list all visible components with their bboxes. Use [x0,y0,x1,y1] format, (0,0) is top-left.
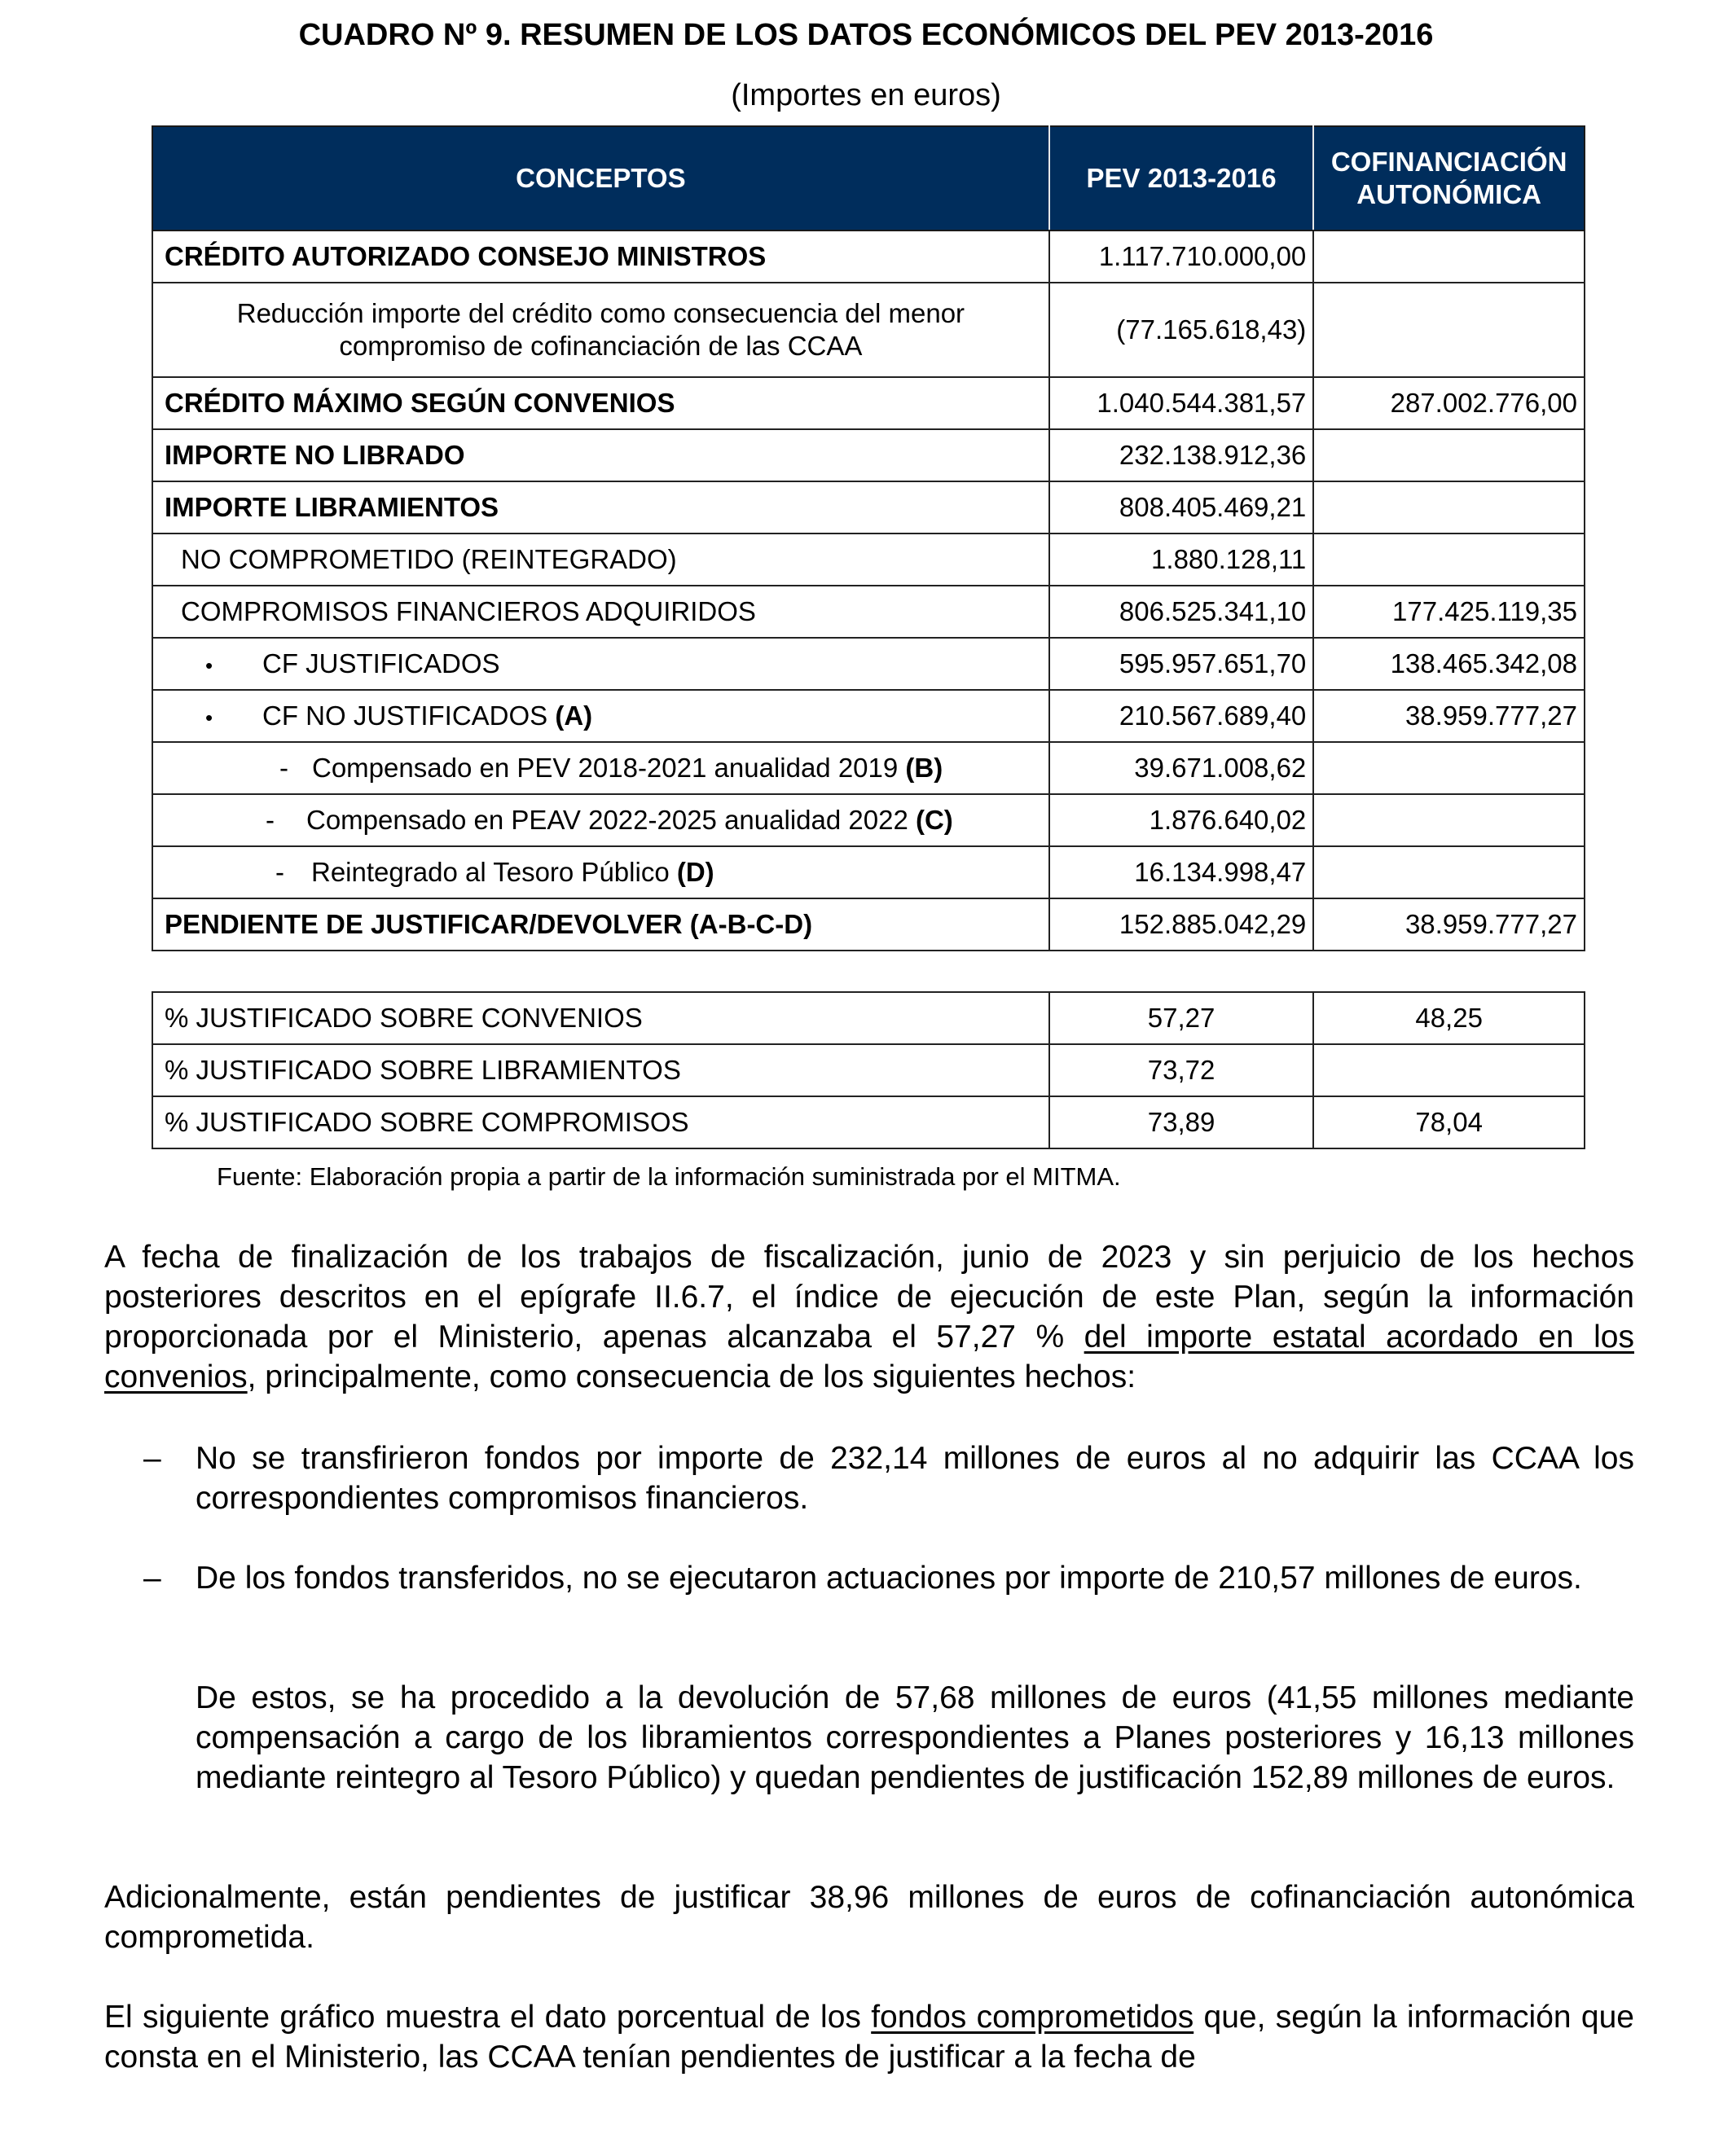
row-concept: PENDIENTE DE JUSTIFICAR/DEVOLVER (A-B-C-D) [152,898,1049,951]
percentage-table [152,991,1585,1149]
row-cof-value: 38.959.777,27 [1313,898,1585,951]
paragraph-cofinancing: Adicionalmente, están pendientes de justificar 38,96 millones de euros de cofinanciación autonómica comprometida. [104,1880,1634,1955]
table-row [152,283,1585,377]
row-pev-value: 1.040.544.381,57 [1049,377,1313,429]
table-row [152,1044,1585,1096]
row-cof-value [1313,481,1585,534]
row-pev-value: 57,27 [1049,992,1313,1044]
table-row [152,846,1585,898]
row-cof-value: 78,04 [1313,1096,1585,1148]
row-concept: CRÉDITO MÁXIMO SEGÚN CONVENIOS [152,377,1049,429]
row-cof-value [1313,429,1585,481]
row-pev-value: 1.876.640,02 [1049,794,1313,846]
dash-bullet-icon: – [143,1561,161,1596]
table-row [152,690,1585,742]
row-concept: IMPORTE LIBRAMIENTOS [152,481,1049,534]
dash-bullet-icon: – [143,1441,161,1476]
row-cof-value: 138.465.342,08 [1313,638,1585,690]
row-tag: (B) [905,753,943,783]
row-concept [152,742,1049,794]
table-row [152,377,1585,429]
row-pev-value: 1.117.710.000,00 [1049,231,1313,283]
table-row [152,794,1585,846]
row-pev-value: 595.957.651,70 [1049,638,1313,690]
table-row [152,742,1585,794]
economic-summary-table [152,125,1585,951]
row-concept: Reducción importe del crédito como consecuencia del menor compromiso de cofinanciación de las CCAA [152,283,1049,377]
row-cof-value [1313,742,1585,794]
table-row [152,1096,1585,1148]
row-pev-value: 1.880.128,11 [1049,534,1313,586]
source-note: Fuente: Elaboración propia a partir de la información suministrada por el MITMA. [217,1162,1121,1191]
row-cof-value: 38.959.777,27 [1313,690,1585,742]
row-concept: IMPORTE NO LIBRADO [152,429,1049,481]
row-pev-value: 806.525.341,10 [1049,586,1313,638]
row-cof-value: 48,25 [1313,992,1585,1044]
table-title: CUADRO Nº 9. RESUMEN DE LOS DATOS ECONÓMICOS DEL PEV 2013-2016 [298,18,1434,52]
row-concept: % JUSTIFICADO SOBRE COMPROMISOS [152,1096,1049,1148]
header-conceptos: CONCEPTOS [152,126,1049,231]
underlined-text: fondos comprometidos [871,2000,1194,2035]
row-pev-value: (77.165.618,43) [1049,283,1313,377]
paragraph-text: que, según la información que consta en el Ministerio, las CCAA tenían pendientes de justificar a la fecha de [104,2000,1634,2075]
row-concept [152,794,1049,846]
paragraph-text: El siguiente gráfico muestra el dato porcentual de los [104,2000,872,2035]
row-cof-value [1313,534,1585,586]
header-cofinanciacion: COFINANCIACIÓN AUTONÓMICA [1313,126,1585,231]
row-cof-value: 287.002.776,00 [1313,377,1585,429]
list-item: De los fondos transferidos, no se ejecutaron actuaciones por importe de 210,57 millones de euros. [196,1561,1582,1596]
row-concept-text: Compensado en PEAV 2022-2025 anualidad 2022 [306,805,916,835]
row-pev-value: 73,72 [1049,1044,1313,1096]
row-concept: % JUSTIFICADO SOBRE CONVENIOS [152,992,1049,1044]
row-pev-value: 232.138.912,36 [1049,429,1313,481]
row-pev-value: 39.671.008,62 [1049,742,1313,794]
list-item: No se transfirieron fondos por importe de 232,14 millones de euros al no adquirir las CCAA los correspondientes compromisos financieros. [196,1441,1634,1516]
row-concept: % JUSTIFICADO SOBRE LIBRAMIENTOS [152,1044,1049,1096]
underlined-text: del importe estatal acordado en los convenios [104,1320,1634,1394]
row-concept-text: CF NO JUSTIFICADOS [262,700,556,731]
row-pev-value: 16.134.998,47 [1049,846,1313,898]
row-tag: (A) [555,700,593,731]
row-cof-value [1313,1044,1585,1096]
table-row [152,898,1585,951]
bullet-icon: • [205,705,213,730]
row-pev-value: 73,89 [1049,1096,1313,1148]
row-concept-text: Reintegrado al Tesoro Público [311,857,677,887]
row-pev-value: 152.885.042,29 [1049,898,1313,951]
paragraph-chart-intro [104,1997,1634,2077]
row-concept [152,846,1049,898]
dash-icon: - [266,805,275,835]
row-tag: (C) [915,805,953,835]
table-row [152,586,1585,638]
list-item-subparagraph: De estos, se ha procedido a la devolución de 57,68 millones de euros (41,55 millones mediante compensación a cargo de los libramientos correspondientes a Planes posteriores y 16,13 millones mediante reintegro al Tesoro Público) y quedan pendientes de justificación 152,89 millones de euros. [196,1680,1634,1795]
table-subtitle: (Importes en euros) [731,78,1001,112]
row-pev-value: 808.405.469,21 [1049,481,1313,534]
row-pev-value: 210.567.689,40 [1049,690,1313,742]
dash-icon: - [275,857,284,887]
header-pev: PEV 2013-2016 [1049,126,1313,231]
row-concept-text: Compensado en PEV 2018-2021 anualidad 2019 [312,753,906,783]
paragraph-text: A fecha de finalización de los trabajos de fiscalización, junio de 2023 y sin perjuicio de los hechos posteriores descritos en el epígrafe II.6.7, el índice de ejecución de este Plan, según la información proporcionada por el Ministerio, apenas alcanzaba el 57,27 % [104,1240,1634,1355]
row-concept [152,690,1049,742]
table-row [152,534,1585,586]
paragraph-text: , principalmente, como consecuencia de los siguientes hechos: [247,1359,1136,1394]
row-cof-value [1313,231,1585,283]
row-cof-value [1313,283,1585,377]
row-cof-value [1313,794,1585,846]
row-concept: NO COMPROMETIDO (REINTEGRADO) [152,534,1049,586]
table-row [152,638,1585,690]
table-row [152,231,1585,283]
row-concept [152,638,1049,690]
dash-icon: - [279,753,288,783]
bullet-icon: • [205,652,213,678]
row-concept: COMPROMISOS FINANCIEROS ADQUIRIDOS [152,586,1049,638]
row-cof-value: 177.425.119,35 [1313,586,1585,638]
row-concept-text: CF JUSTIFICADOS [262,648,500,678]
table-row [152,429,1585,481]
row-tag: (D) [676,857,714,887]
table-row [152,992,1585,1044]
table-row [152,481,1585,534]
row-concept: CRÉDITO AUTORIZADO CONSEJO MINISTROS [152,231,1049,283]
paragraph-execution-index [104,1237,1634,1397]
row-cof-value [1313,846,1585,898]
